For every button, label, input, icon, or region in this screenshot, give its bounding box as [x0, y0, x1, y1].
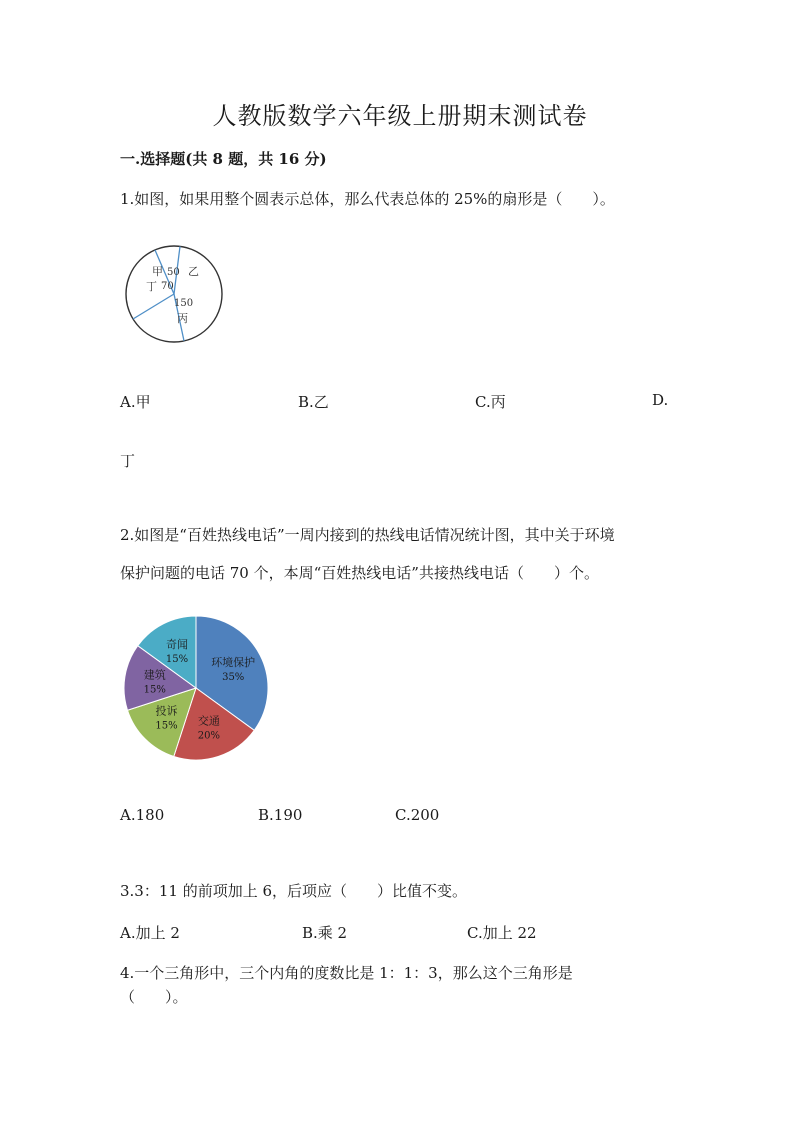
- question-3-text: 3.3：11 的前项加上 6，后项应（ ）比值不变。: [120, 882, 468, 900]
- angle-ding: 70: [161, 281, 174, 292]
- angle-bing: 150: [174, 298, 194, 309]
- q1-option-d[interactable]: D.: [652, 391, 669, 409]
- q3-option-c[interactable]: C.加上 22: [467, 924, 537, 942]
- pie-label-1: 交通: [197, 714, 220, 728]
- label-bing: 丙: [177, 312, 188, 325]
- angle-jia: 50: [167, 267, 180, 278]
- q1-circle-figure: [122, 242, 237, 347]
- pie-label-0: 环境保护: [211, 656, 256, 669]
- pie-percent-3: 15%: [143, 684, 166, 696]
- page-title: 人教版数学六年级上册期末测试卷: [212, 102, 588, 130]
- question-4-line-1: 4.一个三角形中，三个内角的度数比是 1：1：3，那么这个三角形是: [120, 964, 573, 982]
- q1-option-c[interactable]: C.丙: [475, 393, 506, 411]
- label-jia: 甲: [152, 265, 163, 278]
- pie-label-4: 奇闻: [166, 637, 188, 651]
- q2-option-b[interactable]: B.190: [258, 806, 303, 824]
- label-yi: 乙: [188, 265, 199, 278]
- question-2-line-2: 保护问题的电话 70 个，本周“百姓热线电话”共接热线电话（ ）个。: [120, 564, 599, 582]
- pie-percent-0: 35%: [222, 672, 245, 683]
- pie-percent-4: 15%: [165, 653, 189, 665]
- pie-percent-1: 20%: [197, 730, 221, 742]
- q3-option-a[interactable]: A.加上 2: [120, 924, 180, 942]
- section-heading: 一.选择题(共 8 题，共 16 分): [120, 150, 327, 168]
- question-2-line-1: 2.如图是“百姓热线电话”一周内接到的热线电话情况统计图，其中关于环境: [120, 526, 615, 544]
- question-4-line-2: （ ）。: [120, 988, 188, 1006]
- q1-option-a[interactable]: A.甲: [120, 393, 151, 411]
- question-1-text: 1.如图，如果用整个圆表示总体，那么代表总体的 25%的扇形是（ ）。: [120, 190, 615, 208]
- q1-option-d-text[interactable]: 丁: [120, 452, 136, 470]
- label-ding: 丁: [146, 280, 157, 293]
- pie-label-2: 投诉: [155, 704, 178, 718]
- pie-label-3: 建筑: [143, 668, 166, 682]
- pie-percent-2: 15%: [155, 720, 178, 732]
- q3-option-b[interactable]: B.乘 2: [302, 924, 348, 942]
- q1-option-b[interactable]: B.乙: [298, 393, 329, 411]
- q2-option-a[interactable]: A.180: [120, 806, 165, 824]
- q2-pie-chart: [118, 612, 278, 768]
- q2-option-c[interactable]: C.200: [395, 806, 440, 824]
